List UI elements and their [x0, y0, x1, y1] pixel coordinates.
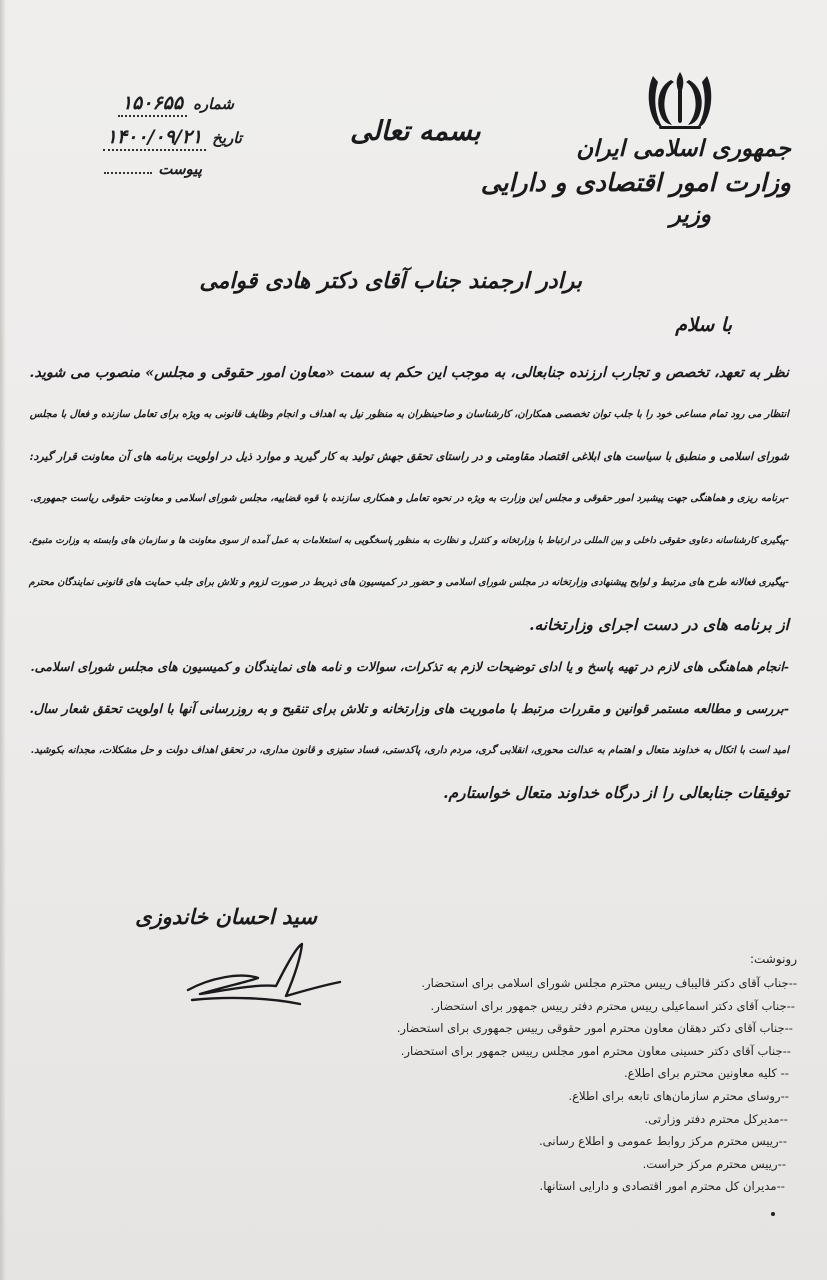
body-paragraph: از برنامه های در دست اجرای وزارتخانه. [529, 615, 789, 634]
recipient-line: برادر ارجمند جناب آقای دکتر هادی قوامی [199, 268, 582, 294]
cc-item: --مدیران کل محترم امور اقتصادی و دارایی استانها. [539, 1179, 785, 1194]
signer-name: سید احسان خاندوزی [135, 904, 317, 929]
ministry-letterhead [481, 135, 791, 228]
body-paragraph: -برنامه ریزی و هماهنگی جهت پیشبرد امور حقوقی و مجلس این وزارت به ویژه در نحوه تعامل و همکاری سازنده با قوه قضاییه، مجلس شورای اسلامی و معاونت حقوقی ریاست جمهوری. [29, 493, 789, 504]
body-paragraph: -پیگیری فعالانه طرح های مرتبط و لوایح پیشنهادی وزارتخانه در مجلس شورای اسلامی و حضور در کمیسیون های ذیربط در صورت لزوم و تلاش برای جلب حمایت های قانونی نمایندگان محترم [28, 577, 789, 588]
letter-number-label: شماره [193, 95, 234, 113]
cc-item: --رییس محترم مرکز روابط عمومی و اطلاع رسانی. [539, 1134, 787, 1149]
cc-item: --رییس محترم مرکز حراست. [642, 1156, 786, 1171]
cc-item: --مدیرکل محترم دفتر وزارتی. [644, 1111, 788, 1126]
cc-item: --جناب آقای دکتر قالیباف رییس محترم مجلس شورای اسلامی برای استحضار. [421, 976, 797, 990]
letter-date-row [22, 126, 242, 160]
ministry-title: وزارت امور اقتصادی و دارایی [480, 168, 791, 197]
ink-dot [771, 1212, 775, 1216]
letter-attachment-label: پیوست [158, 160, 202, 178]
body-paragraph: نظر به تعهد، تخصص و تجارب ارزنده جنابعالی، به موجب این حکم به سمت «معاون امور حقوقی و مجلس» منصوب می شوید. [29, 365, 789, 381]
emblem-icon [645, 68, 715, 132]
minister-title: وزیر [669, 201, 711, 228]
cc-item: --جناب آقای دکتر حسینی معاون محترم امور مجلس رییس جمهور برای استحضار. [400, 1043, 791, 1058]
letter-date-value: ۱۴۰۰/۰۹/۲۱ [103, 126, 207, 151]
letter-number-row [22, 92, 242, 126]
body-paragraph: شورای اسلامی و منطبق با سیاست های ابلاغی اقتصاد مقاومتی و در راستای تحقق جهش تولید به کار گیرید و موارد ذیل در اولویت برنامه های آن معاونت قرار گیرد: [29, 450, 789, 463]
cc-title: رونوشت: [749, 952, 797, 966]
republic-title: جمهوری اسلامی ایران [576, 135, 791, 162]
letter-meta [22, 92, 242, 194]
bismillah-heading: بسمه تعالی [350, 116, 481, 147]
page-edge-shadow [0, 0, 6, 1280]
body-paragraph: -بررسی و مطالعه مستمر قوانین و مقررات مرتبط با ماموریت های وزارتخانه و تلاش برای تنقیح و به روزرسانی آنها با اولویت تحقق شعار سال. [29, 701, 789, 716]
cc-item: -- کلیه معاونین محترم برای اطلاع. [623, 1066, 789, 1081]
body-paragraph: توفیقات جنابعالی را از درگاه خداوند متعال خواستارم. [443, 783, 789, 802]
letter-attachment-value [104, 171, 152, 174]
letter-body [29, 352, 789, 814]
body-paragraph: انتظار می رود تمام مساعی خود را با جلب توان تخصصی همکاران، کارشناسان و صاحبنظران به منظور نیل به اهداف و انجام وظایف قانونی به ویژه برای تعامل سازنده و فعال با مجلس [29, 409, 789, 420]
letter-number-value: ۱۵۰۶۵۵ [118, 92, 187, 117]
letter-date-label: تاریخ [212, 129, 242, 147]
letter-attachment-row [22, 160, 242, 194]
carbon-copy-list [157, 952, 797, 1198]
greeting-line: با سلام [675, 314, 732, 336]
cc-item: --جناب آقای دکتر اسماعیلی رییس محترم دفتر رییس جمهور برای استحضار. [430, 998, 795, 1013]
body-paragraph: -پیگیری کارشناسانه دعاوی حقوقی داخلی و بین المللی در ارتباط با وزارتخانه و کنترل و نظارت به منظور پاسخگویی به استعلامات به عمل آمده از سوی معاونت ها و سازمان های وابسته به وزارت متبوع. [28, 536, 789, 546]
body-paragraph: -انجام هماهنگی های لازم در تهیه پاسخ و یا ادای توضیحات لازم به تذکرات، سوالات و نامه های نمایندگان و کمیسیون های مجلس شورای اسلامی. [30, 659, 789, 674]
cc-item: --روسای محترم سازمان‌های تابعه برای اطلاع. [568, 1088, 789, 1103]
cc-item: --جناب آقای دکتر دهقان معاون محترم امور حقوقی رییس جمهوری برای استحضار. [396, 1021, 793, 1036]
body-paragraph: امید است با اتکال به خداوند متعال و اهتمام به عدالت محوری، انقلابی گری، مردم داری، پاکدستی، فساد ستیزی و قانون مداری، در تحقق اهداف دولت و حل مشکلات، مجدانه بکوشید. [30, 745, 789, 756]
